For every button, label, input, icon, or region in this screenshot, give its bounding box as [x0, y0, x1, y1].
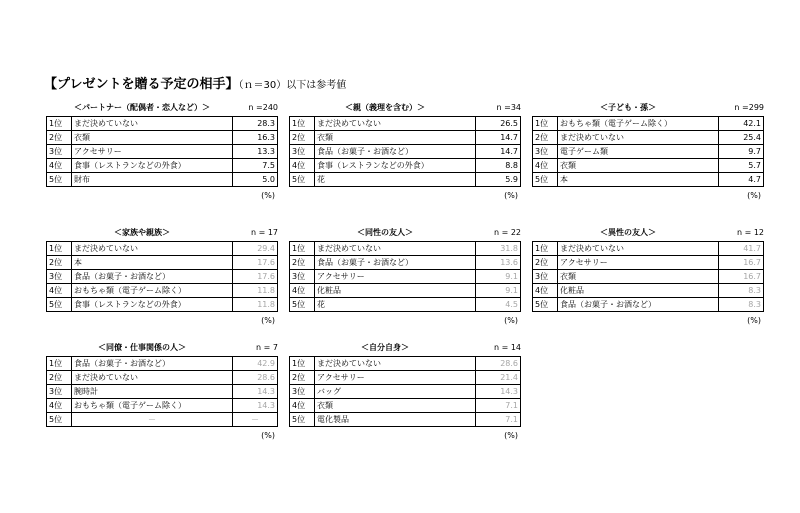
- panel-header: [532, 100, 764, 116]
- value-cell: 25.4: [719, 131, 764, 145]
- table-row: [290, 284, 521, 298]
- value-cell: 26.5: [476, 117, 521, 131]
- rank-cell: 2位: [47, 256, 72, 270]
- table-row: [533, 298, 764, 312]
- ranking-panel: [289, 225, 521, 325]
- ranking-table: [46, 116, 278, 187]
- value-cell: 14.7: [476, 131, 521, 145]
- rank-cell: 2位: [47, 131, 72, 145]
- page-title: [44, 73, 346, 92]
- rank-cell: 5位: [290, 413, 315, 427]
- item-cell: 電子ゲーム類: [558, 145, 719, 159]
- item-cell: 衣類: [72, 131, 233, 145]
- value-cell: 13.3: [233, 145, 278, 159]
- value-cell: 9.1: [476, 284, 521, 298]
- rank-cell: 4位: [533, 159, 558, 173]
- value-cell: 7.5: [233, 159, 278, 173]
- table-row: [47, 371, 278, 385]
- rank-cell: 2位: [290, 256, 315, 270]
- panel-header: [532, 225, 764, 241]
- rank-cell: 3位: [290, 270, 315, 284]
- rank-cell: 5位: [47, 173, 72, 187]
- rank-cell: 1位: [47, 357, 72, 371]
- table-row: [47, 173, 278, 187]
- unit-label: (%): [261, 316, 275, 325]
- item-cell: 食事（レストランなどの外食）: [72, 159, 233, 173]
- panel-name: ＜同性の友人＞: [357, 228, 413, 237]
- ranking-table: [289, 356, 521, 427]
- table-row: [533, 256, 764, 270]
- table-row: [533, 117, 764, 131]
- table-row: [290, 173, 521, 187]
- panel-header: [289, 340, 521, 356]
- item-cell: まだ決めていない: [558, 131, 719, 145]
- panel-name: ＜パートナー（配偶者・恋人など）＞: [74, 103, 210, 112]
- table-row: [533, 270, 764, 284]
- ranking-panel: [289, 100, 521, 200]
- item-cell: 本: [558, 173, 719, 187]
- value-cell: 29.4: [233, 242, 278, 256]
- panel-name: ＜親（義理を含む）＞: [345, 103, 425, 112]
- item-cell: まだ決めていない: [558, 242, 719, 256]
- ranking-table: [532, 116, 764, 187]
- item-cell: 食品（お菓子・お酒など）: [315, 145, 476, 159]
- item-cell: まだ決めていない: [72, 371, 233, 385]
- rank-cell: 2位: [533, 131, 558, 145]
- sample-size: n = 14: [493, 343, 521, 352]
- rank-cell: 4位: [47, 284, 72, 298]
- ranking-table: [46, 356, 278, 427]
- unit-label: (%): [504, 431, 518, 440]
- rank-cell: 4位: [47, 159, 72, 173]
- value-cell: 14.3: [476, 385, 521, 399]
- panel-name: ＜自分自身＞: [361, 343, 409, 352]
- table-row: [533, 284, 764, 298]
- unit-label: (%): [504, 316, 518, 325]
- item-cell: まだ決めていない: [72, 117, 233, 131]
- table-row: [290, 413, 521, 427]
- table-row: [290, 117, 521, 131]
- table-row: [47, 399, 278, 413]
- item-cell: アクセサリー: [315, 371, 476, 385]
- panel-name: ＜同僚・仕事関係の人＞: [98, 343, 186, 352]
- value-cell: 14.3: [233, 399, 278, 413]
- table-row: [290, 242, 521, 256]
- rank-cell: 5位: [47, 413, 72, 427]
- sample-size: n =34: [496, 103, 521, 112]
- unit-label: (%): [261, 431, 275, 440]
- value-cell: 17.6: [233, 256, 278, 270]
- panel-header: [46, 100, 278, 116]
- item-cell: 衣類: [315, 131, 476, 145]
- item-cell: 食品（お菓子・お酒など）: [72, 270, 233, 284]
- rank-cell: 5位: [533, 173, 558, 187]
- panel-name: ＜家族や親族＞: [114, 228, 170, 237]
- table-row: [47, 145, 278, 159]
- rank-cell: 2位: [533, 256, 558, 270]
- value-cell: 28.6: [476, 357, 521, 371]
- rank-cell: 4位: [533, 284, 558, 298]
- ranking-table: [289, 116, 521, 187]
- table-row: [47, 413, 278, 427]
- value-cell: 8.3: [719, 298, 764, 312]
- value-cell: 14.7: [476, 145, 521, 159]
- sample-size: n = 7: [256, 343, 278, 352]
- sample-size: n = 17: [250, 228, 278, 237]
- table-row: [290, 298, 521, 312]
- rank-cell: 5位: [47, 298, 72, 312]
- rank-cell: 2位: [290, 131, 315, 145]
- value-cell: 16.3: [233, 131, 278, 145]
- table-row: [290, 131, 521, 145]
- rank-cell: 3位: [533, 270, 558, 284]
- value-cell: 5.7: [719, 159, 764, 173]
- table-row: [533, 131, 764, 145]
- table-row: [290, 145, 521, 159]
- table-row: [290, 357, 521, 371]
- value-cell: 41.7: [719, 242, 764, 256]
- table-row: [47, 242, 278, 256]
- rank-cell: 4位: [47, 399, 72, 413]
- rank-cell: 1位: [47, 117, 72, 131]
- rank-cell: 4位: [290, 284, 315, 298]
- rank-cell: 4位: [290, 399, 315, 413]
- item-cell: 化粧品: [315, 284, 476, 298]
- ranking-panel: [532, 225, 764, 325]
- rank-cell: 3位: [290, 385, 315, 399]
- table-row: [290, 399, 521, 413]
- rank-cell: 1位: [533, 242, 558, 256]
- value-cell: 42.1: [719, 117, 764, 131]
- item-cell: まだ決めていない: [315, 117, 476, 131]
- rank-cell: 5位: [290, 298, 315, 312]
- rank-cell: 3位: [47, 270, 72, 284]
- value-cell: 5.9: [476, 173, 521, 187]
- item-cell: 食事（レストランなどの外食）: [72, 298, 233, 312]
- panel-name: ＜子ども・孫＞: [600, 103, 656, 112]
- item-cell: 化粧品: [558, 284, 719, 298]
- item-cell: おもちゃ類（電子ゲーム除く）: [72, 399, 233, 413]
- item-cell: 食事（レストランなどの外食）: [315, 159, 476, 173]
- unit-label: (%): [747, 316, 761, 325]
- value-cell: 8.8: [476, 159, 521, 173]
- value-cell: 16.7: [719, 256, 764, 270]
- panel-header: [46, 340, 278, 356]
- item-cell: 財布: [72, 173, 233, 187]
- ranking-panel: [46, 100, 278, 200]
- table-row: [47, 159, 278, 173]
- ranking-panel: [46, 225, 278, 325]
- item-cell: －: [72, 413, 233, 427]
- unit-label: (%): [747, 191, 761, 200]
- sample-size: n =240: [248, 103, 278, 112]
- item-cell: バッグ: [315, 385, 476, 399]
- table-row: [47, 357, 278, 371]
- value-cell: 4.7: [719, 173, 764, 187]
- item-cell: 腕時計: [72, 385, 233, 399]
- ranking-table: [46, 241, 278, 312]
- value-cell: 14.3: [233, 385, 278, 399]
- item-cell: まだ決めていない: [315, 242, 476, 256]
- table-row: [533, 173, 764, 187]
- table-row: [533, 159, 764, 173]
- sample-size: n = 22: [493, 228, 521, 237]
- item-cell: おもちゃ類（電子ゲーム除く）: [72, 284, 233, 298]
- ranking-panel: [46, 340, 278, 440]
- rank-cell: 3位: [47, 385, 72, 399]
- table-row: [290, 270, 521, 284]
- item-cell: アクセサリー: [72, 145, 233, 159]
- title-main: 【プレゼントを贈る予定の相手】: [44, 77, 239, 92]
- rank-cell: 1位: [533, 117, 558, 131]
- table-row: [533, 145, 764, 159]
- rank-cell: 3位: [290, 145, 315, 159]
- table-row: [47, 284, 278, 298]
- value-cell: 42.9: [233, 357, 278, 371]
- rank-cell: 3位: [47, 145, 72, 159]
- sample-size: n =299: [734, 103, 764, 112]
- item-cell: 衣類: [315, 399, 476, 413]
- sample-size: n = 12: [736, 228, 764, 237]
- unit-label: (%): [261, 191, 275, 200]
- table-row: [533, 242, 764, 256]
- item-cell: 電化製品: [315, 413, 476, 427]
- item-cell: アクセサリー: [558, 256, 719, 270]
- rank-cell: 5位: [290, 173, 315, 187]
- value-cell: 9.7: [719, 145, 764, 159]
- panel-header: [289, 225, 521, 241]
- title-sub: （ｎ＝30）以下は参考値: [238, 80, 347, 91]
- rank-cell: 1位: [290, 357, 315, 371]
- table-row: [47, 131, 278, 145]
- value-cell: 31.8: [476, 242, 521, 256]
- panel-header: [289, 100, 521, 116]
- table-row: [290, 371, 521, 385]
- rank-cell: 1位: [47, 242, 72, 256]
- rank-cell: 2位: [290, 371, 315, 385]
- value-cell: 28.3: [233, 117, 278, 131]
- rank-cell: 4位: [290, 159, 315, 173]
- value-cell: －: [233, 413, 278, 427]
- value-cell: 4.5: [476, 298, 521, 312]
- item-cell: 食品（お菓子・お酒など）: [72, 357, 233, 371]
- value-cell: 11.8: [233, 298, 278, 312]
- value-cell: 28.6: [233, 371, 278, 385]
- table-row: [47, 298, 278, 312]
- value-cell: 21.4: [476, 371, 521, 385]
- ranking-table: [289, 241, 521, 312]
- unit-label: (%): [504, 191, 518, 200]
- panel-name: ＜異性の友人＞: [600, 228, 656, 237]
- panel-header: [46, 225, 278, 241]
- rank-cell: 1位: [290, 242, 315, 256]
- value-cell: 17.6: [233, 270, 278, 284]
- ranking-panel: [289, 340, 521, 440]
- item-cell: 食品（お菓子・お酒など）: [558, 298, 719, 312]
- rank-cell: 1位: [290, 117, 315, 131]
- rank-cell: 2位: [47, 371, 72, 385]
- table-row: [290, 256, 521, 270]
- rank-cell: 3位: [533, 145, 558, 159]
- rank-cell: 5位: [533, 298, 558, 312]
- table-row: [290, 385, 521, 399]
- value-cell: 5.0: [233, 173, 278, 187]
- table-row: [47, 385, 278, 399]
- item-cell: まだ決めていない: [315, 357, 476, 371]
- item-cell: 衣類: [558, 159, 719, 173]
- item-cell: おもちゃ類（電子ゲーム除く）: [558, 117, 719, 131]
- item-cell: 食品（お菓子・お酒など）: [315, 256, 476, 270]
- item-cell: アクセサリー: [315, 270, 476, 284]
- value-cell: 13.6: [476, 256, 521, 270]
- item-cell: 花: [315, 173, 476, 187]
- item-cell: 本: [72, 256, 233, 270]
- ranking-panel: [532, 100, 764, 200]
- table-row: [47, 117, 278, 131]
- table-row: [47, 270, 278, 284]
- value-cell: 7.1: [476, 413, 521, 427]
- ranking-table: [532, 241, 764, 312]
- table-row: [290, 159, 521, 173]
- item-cell: 衣類: [558, 270, 719, 284]
- value-cell: 8.3: [719, 284, 764, 298]
- value-cell: 7.1: [476, 399, 521, 413]
- item-cell: 花: [315, 298, 476, 312]
- table-row: [47, 256, 278, 270]
- item-cell: まだ決めていない: [72, 242, 233, 256]
- value-cell: 9.1: [476, 270, 521, 284]
- value-cell: 16.7: [719, 270, 764, 284]
- value-cell: 11.8: [233, 284, 278, 298]
